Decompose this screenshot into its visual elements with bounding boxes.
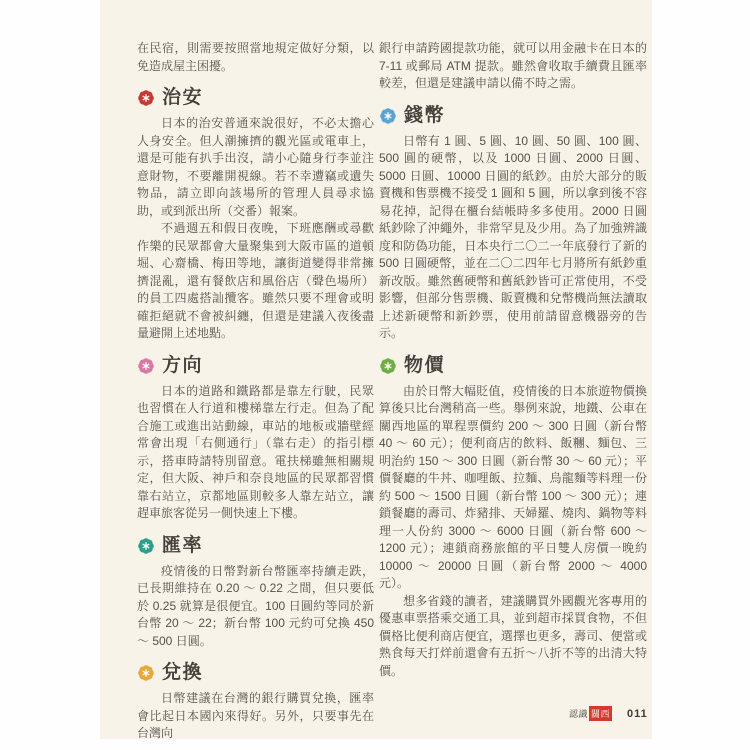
- section-header-coins: [379, 104, 647, 126]
- footer-chapter-label: 認識: [569, 709, 589, 719]
- body-paragraph: 日本的道路和鐵路都是靠左行駛，民眾也習慣在人行道和樓梯靠左行走。但為了配合施工或進出站動線，車站的地板或牆壁經常會出現「右側通行」（靠右走）的指引標示，搭車時請特別留意。電扶梯雖無相關規定，但大阪、神戶和奈良地區的民眾都習慣靠右站立，京都地區則較多人靠左站立，讓趕車旅客從另一側快速上下樓。: [137, 383, 374, 520]
- section-title: 錢幣: [404, 104, 446, 126]
- body-paragraph: 由於日幣大幅貶值，疫情後的日本旅遊物價換算後只比台灣稍高一些。舉例來說，地鐵、公車在關西地區的單程票價約 200 ～ 300 日圓（新台幣 40 ～ 60 元）；便利商店的飲料、飯糰、麵包、三明治約 150 ～ 300 日圓（新台幣 30 ～ 60 元）；平價餐廳的牛丼、咖哩飯、拉麵、烏龍麵等料理一份約 500 ～ 1500 日圓（新台幣 100 ～ 300 元）；連鎖餐廳的壽司、炸豬排、天婦羅、燒肉、鍋物等料理一人份約 3000 ～ 6000 日圓（新台幣 600 ～ 1200 元）；連鎖商務旅館的平日雙人房價一晚約 10000 ～ 20000 日圓（新台幣 2000 ～ 4000 元）。: [379, 383, 647, 590]
- flower-icon: [137, 357, 155, 375]
- section-header-prices: [379, 354, 647, 376]
- text-column-left: [137, 40, 374, 743]
- text-column-right: [379, 40, 647, 680]
- section-header-exchange-rate: [137, 534, 374, 556]
- body-paragraph: 日本的治安普通來說很好，不必太擔心人身安全。但人潮擁擠的觀光區或電車上，還是可能有扒手出沒，請小心隨身行李並注意財物，不要離開視線。若不幸遭竊或遺失物品，請立即向該場所的管理人員尋求協助，或到派出所（交番）報案。: [137, 116, 374, 218]
- body-paragraph: 日幣有 1 圓、5 圓、10 圓、50 圓、100 圓、500 圓的硬幣，以及 1000 日圓、2000 日圓、5000 日圓、10000 日圓的紙鈔。由於大部分的販賣機和售票機不接受 1 圓和 5 圓，所以拿到後不容易花掉，記得在櫃台結帳時多多使用。2000 日圓紙鈔除了沖繩外，非常罕見及少用。為了加強辨識度和防偽功能，日本央行二〇二一年底發行了新的 500 日圓硬幣，並在二〇二四年七月將所有紙鈔重新改版。雖然舊硬幣和舊紙鈔皆可正常使用，不受影響，但部分售票機、販賣機和兌幣機尚無法讀取上述新硬幣和新鈔票，使用前請留意機器旁的告示。: [379, 133, 647, 340]
- section-title: 兌換: [162, 662, 204, 684]
- section-header-direction: [137, 354, 374, 376]
- section-title: 物價: [404, 354, 446, 376]
- body-paragraph: 不過週五和假日夜晚，下班應酬或尋歡作樂的民眾都會大量聚集到大阪市區的道頓堀、心齋橋、梅田等地，讓街道變得非常擁擠混亂，還有餐飲店和風俗店（聲色場所）的員工四處搭訕攬客。雖然只要不理會或明確拒絕就不會被糾纏，但還是建議入夜後盡量避開上述地點。: [137, 221, 374, 340]
- section-direction: [137, 354, 374, 523]
- flower-icon: [379, 357, 397, 375]
- flower-icon: [137, 537, 155, 555]
- section-title: 方向: [162, 354, 204, 376]
- section-header-currency-exchange: [137, 664, 374, 682]
- footer-page-number: 011: [627, 707, 648, 720]
- body-paragraph: 疫情後的日幣對新台幣匯率持續走跌，已長期維持在 0.20 ～ 0.22 之間，但只要低於 0.25 就算是很便宜。100 日圓約等同於新台幣 20 ～ 22；新台幣 100 元約可兌換 450 ～ 500 日圓。: [137, 563, 374, 648]
- footer-chapter-highlight: 關西: [589, 706, 612, 721]
- flower-icon: [137, 89, 155, 107]
- book-page: [100, 0, 652, 739]
- continued-paragraph: 銀行申請跨國提款功能，就可以用金融卡在日本的 7-11 或郵局 ATM 提款。雖然會收取手續費且匯率較差，但還是建議申請以備不時之需。: [379, 41, 647, 90]
- section-currency-exchange: [137, 664, 374, 743]
- section-prices: [379, 354, 647, 681]
- section-title: 治安: [162, 87, 204, 109]
- flower-icon: [379, 107, 397, 125]
- section-public-safety: [137, 89, 374, 343]
- body-paragraph: 日幣建議在台灣的銀行購買兌換，匯率會比起日本國內來得好。另外，只要事先在台灣向: [137, 691, 374, 740]
- section-exchange-rate: [137, 534, 374, 651]
- page-footer: [569, 706, 648, 721]
- section-header-public-safety: [137, 89, 374, 107]
- flower-icon: [137, 664, 155, 682]
- continued-paragraph: 在民宿，則需要按照當地規定做好分類，以免造成屋主困擾。: [137, 41, 374, 73]
- section-title: 匯率: [162, 534, 204, 556]
- section-coins: [379, 104, 647, 343]
- body-paragraph: 想多省錢的讀者，建議購買外國觀光客專用的優惠車票搭乘交通工具，並到超市採買食物，不但價格比便利商店便宜，選擇也更多，壽司、便當或熟食每天打烊前還會有五折～八折不等的出清大特價。: [379, 593, 647, 678]
